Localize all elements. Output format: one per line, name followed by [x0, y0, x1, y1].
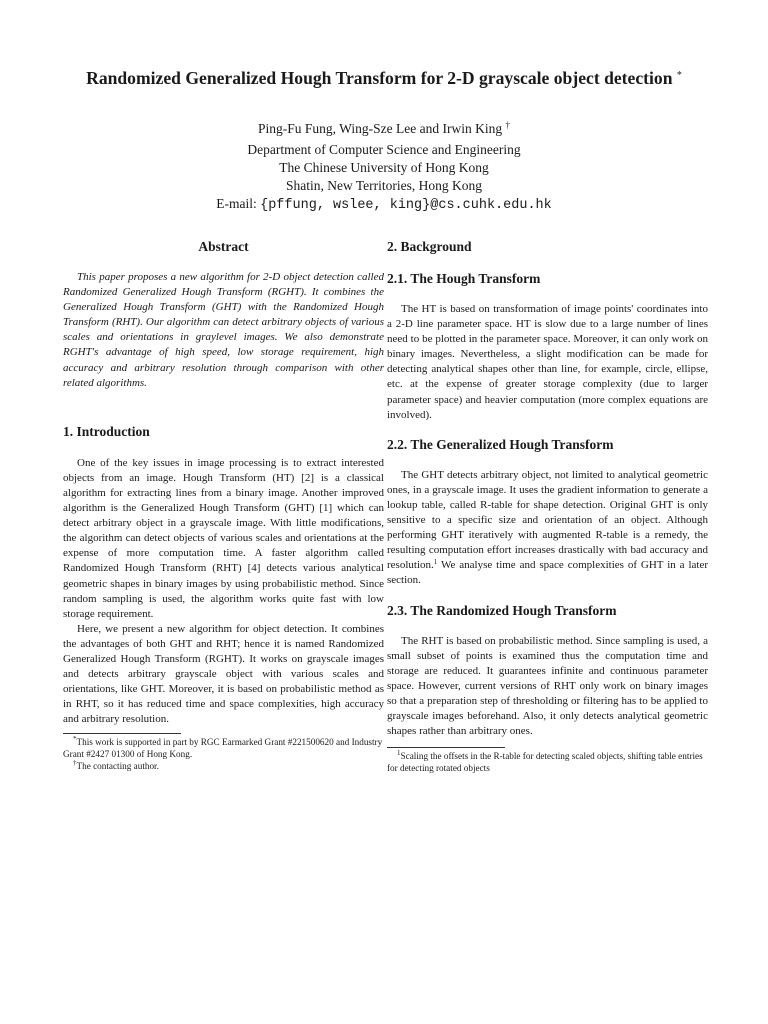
footnote-rtable-text: Scaling the offsets in the R-table for detecting scaled objects, shifting table entries for detecting rotated objects: [387, 751, 703, 774]
hough-transform-text: The HT is based on transformation of image points' coordinates into a 2-D line parameter space. HT is slow due to a large number of lines need to be plotted in the parameter space. Moreover, it can only work on binary images. Nevertheless, a slight modification can be made for detecting analytical shapes other than line, for example, circle, ellipse, etc. at the expense of greater storage complexity (due to larger parameter space) and heavier computation (more complex equations are involved).: [387, 303, 708, 421]
affiliation-department: Department of Computer Science and Engineering: [247, 142, 521, 157]
footnote-contact-mark: †: [73, 759, 77, 768]
footnote-rtable-mark: 1: [397, 749, 401, 758]
generalized-hough-heading: 2.2. The Generalized Hough Transform: [387, 436, 614, 452]
hough-transform-heading: 2.1. The Hough Transform: [387, 271, 541, 286]
intro-paragraph-1: One of the key issues in image processing is to extract interested objects from an image. Hough Transform (HT) [2] is a classical algorithm for extracting lines from a binary image. Another improved algorithm is the Generalized Hough Transform (GHT) [1] which can detect arbitrary object in a grayscale image. With little modifications, the algorithm can detect objects of various scales and orientations at the expense of more computation time. A faster algorithm called Randomized Hough Transform (RHT) [4] detects various analytical geometric shapes in binary images by using probabilistic method. Since random sampling is used, the algorithm works quite fast with low storage requirement.: [63, 456, 384, 620]
authors-text: Ping-Fu Fung, Wing-Sze Lee and Irwin King: [258, 121, 503, 136]
background-heading: 2. Background: [387, 239, 472, 254]
author-list: [100, 116, 668, 138]
intro-paragraph-2: Here, we present a new algorithm for object detection. It combines the advantages of both GHT and RHT; hence it is named Randomized Generalized Hough Transform (RGHT). It works on grayscale images and detects arbitrary grayscale object with various scales and orientations, like GHT. Moreover, it is based on probabilistic method as in RHT, so it has reduced time and space complexities, high accuracy and arbitrary resolution.: [63, 622, 384, 726]
right-column: [387, 238, 708, 774]
footnote-contact: [63, 760, 384, 772]
email-label: E-mail:: [216, 196, 257, 211]
author-footnote-mark: †: [505, 120, 510, 130]
left-column: [63, 238, 384, 772]
abstract-heading: Abstract: [198, 239, 249, 254]
generalized-hough-text: [387, 468, 708, 589]
affiliation-address: Shatin, New Territories, Hong Kong: [285, 178, 483, 193]
generalized-hough-text-b: We analyse time and space complexities of GHT in a later section.: [387, 559, 708, 587]
email-line: [100, 195, 668, 215]
generalized-hough-footnote-mark: 1: [433, 558, 438, 567]
footnote-divider-right: [387, 747, 505, 748]
footnote-divider: [63, 733, 181, 734]
introduction-heading: 1. Introduction: [63, 423, 150, 439]
footnote-funding-mark: *: [73, 735, 77, 744]
randomized-hough-text: The RHT is based on probabilistic method. Since sampling is used, a small subset of points is examined thus the computation time and storage are reduced. It guarantees infinite and continuous parameter space. However, current versions of RHT only work on binary images so that a preparation step of thresholding or filtering has to be applied to grayscale images beforehand. Also, it only detects analytical geometric shapes rather than arbitrary ones.: [387, 634, 708, 738]
paper-title: [40, 64, 728, 90]
title-text: Randomized Generalized Hough Transform for 2-D grayscale object detection: [86, 68, 673, 88]
abstract-text: This paper proposes a new algorithm for 2-D object detection called Randomized Generalized Hough Transform (RGHT). It combines the Generalized Hough Transform (GHT) with the Randomized Hough Transform (RHT). Our algorithm can detect arbitrary objects of various scales and orientations in graylevel images. We also demonstrate RGHT's advantage of high speed, low storage requirement, high accuracy and arbitrary resolution through comparison with other related algorithms.: [63, 271, 384, 389]
footnote-contact-text: The contacting author.: [76, 761, 159, 772]
email-address: {pffung, wslee, king}@cs.cuhk.edu.hk: [260, 198, 552, 213]
footnote-rtable: [387, 750, 708, 774]
affiliation-university: The Chinese University of Hong Kong: [279, 160, 489, 175]
title-footnote-mark: *: [676, 70, 682, 81]
generalized-hough-text-a: The GHT detects arbitrary object, not limited to analytical geometric ones, in a grayscale image. It uses the gradient information to generate a lookup table, called R-table for shape detection. Original GHT is only sensitive to a specific size and orientation of an object. Although performing GHT iteratively with augmented R-table is a remedy, the resulting computation effort increases drastically with bad accuracy and resolution.: [387, 468, 708, 572]
footnote-funding-text: This work is supported in part by RGC Earmarked Grant #221500620 and Industry Grant #2427 01300 of Hong Kong.: [63, 737, 383, 760]
footnote-funding: [63, 736, 384, 760]
randomized-hough-heading: 2.3. The Randomized Hough Transform: [387, 602, 617, 618]
